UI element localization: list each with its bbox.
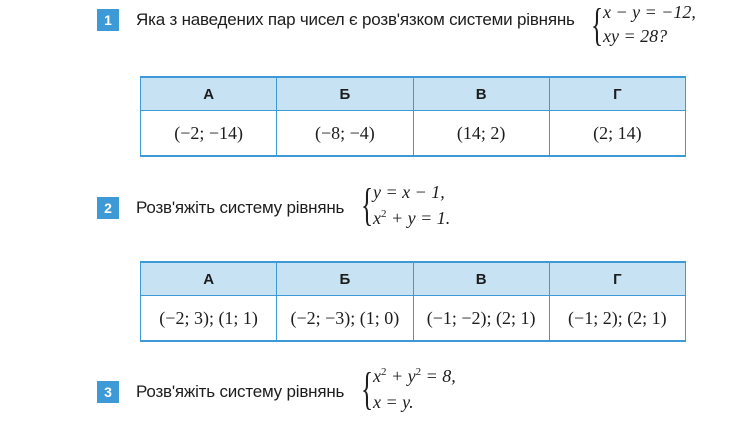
option-letter: В xyxy=(413,77,549,111)
option-letter: Г xyxy=(549,77,685,111)
equation-line: $x^2 + y = 1$. xyxy=(373,208,451,228)
task-question: Розв'яжіть систему рівнянь xyxy=(136,198,345,217)
task-number-badge: 1 xyxy=(97,9,119,31)
answer-option-b[interactable]: (−8; −4) xyxy=(277,111,413,157)
answer-option-v[interactable]: (14; 2) xyxy=(413,111,549,157)
option-letter: В xyxy=(413,262,549,296)
answer-option-a[interactable]: (−2; 3); (1; 1) xyxy=(141,296,277,342)
task-question: Яка з наведених пар чисел є розв'язком системи рівнянь xyxy=(136,10,575,29)
equation-line: xy = 28? xyxy=(603,26,668,46)
answer-table xyxy=(140,261,686,342)
task-number-badge: 2 xyxy=(97,197,119,219)
equation-line: x − y = −12, xyxy=(603,2,696,22)
task-number-badge: 3 xyxy=(97,381,119,403)
option-letter: Б xyxy=(277,77,413,111)
brace-glyph: { xyxy=(361,179,374,230)
answer-option-v[interactable]: (−1; −2); (2; 1) xyxy=(413,296,549,342)
answer-row xyxy=(141,296,686,342)
answer-row xyxy=(141,111,686,157)
answer-header-row xyxy=(141,77,686,111)
answer-header-row xyxy=(141,262,686,296)
answer-option-b[interactable]: (−2; −3); (1; 0) xyxy=(277,296,413,342)
equation-line: x = y. xyxy=(373,392,414,412)
answer-table xyxy=(140,76,686,157)
option-letter: Г xyxy=(549,262,685,296)
option-letter: Б xyxy=(277,262,413,296)
equation-line: $x^2 + y^2 = 8$, xyxy=(373,366,456,386)
equation-line: y = x − 1, xyxy=(373,182,445,202)
task-question: Розв'яжіть систему рівнянь xyxy=(136,382,345,401)
brace-glyph: { xyxy=(591,0,604,50)
brace-glyph: { xyxy=(361,363,374,414)
answer-option-g[interactable]: (−1; 2); (2; 1) xyxy=(549,296,685,342)
answer-option-a[interactable]: (−2; −14) xyxy=(141,111,277,157)
answer-option-g[interactable]: (2; 14) xyxy=(549,111,685,157)
option-letter: А xyxy=(141,262,277,296)
option-letter: А xyxy=(141,77,277,111)
